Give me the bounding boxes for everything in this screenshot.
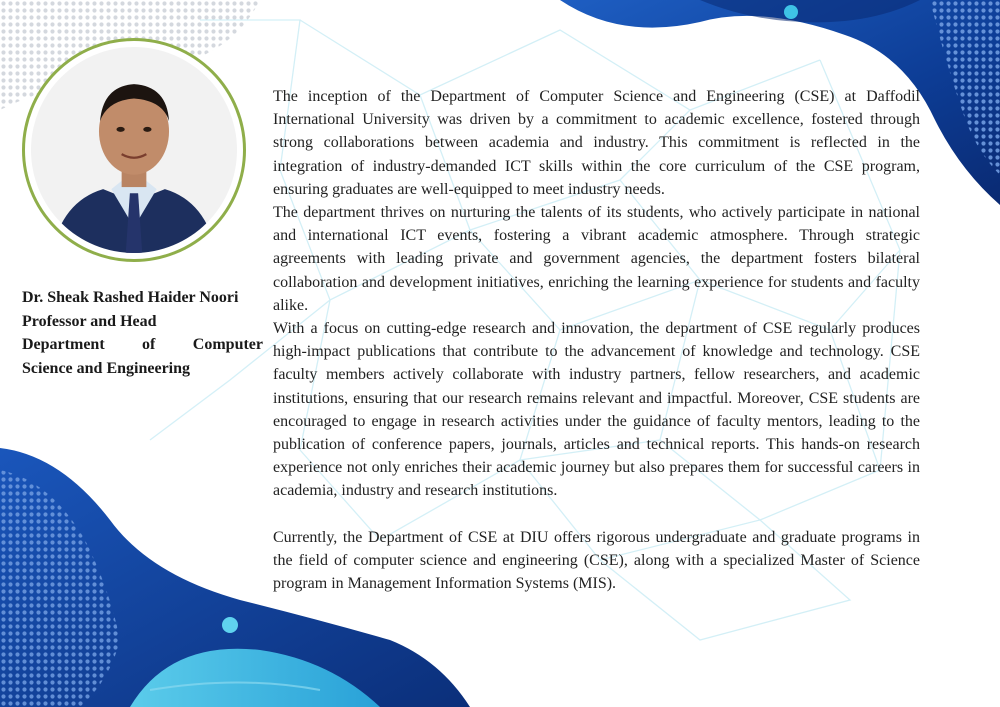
cyan-dot-top: [784, 5, 798, 19]
profile-title: Professor and Head: [22, 312, 157, 330]
message-body: [273, 85, 920, 595]
cyan-dot-bottom: [222, 617, 238, 633]
profile-department-line2: Science and Engineering: [22, 359, 191, 377]
profile-photo-frame: [22, 38, 246, 262]
paragraph-research: With a focus on cutting-edge research and innovation, the department of CSE regularly produces high-impact publications that contribute to the advancement of knowledge and technology. CSE faculty members actively collaborate with industry partners, fellow researchers, and academic institutions, ensuring that our research remains relevant and impactful. Moreover, CSE students are encouraged to engage in research activities under the guidance of faculty mentors, leading to the publication of conference papers, journals, articles and technical reports. This hands-on research experience not only enriches their academic journey but also prepares them for successful careers in academia, industry and research institutions.: [273, 320, 920, 500]
profile-info: [22, 286, 263, 380]
paragraph-inception: The inception of the Department of Computer Science and Engineering (CSE) at Daffodil International University was driven by a commitment to academic excellence, fostered through strong collaborations between academia and industry. This commitment is reflected in the integration of industry-demanded ICT skills within the core curriculum of the CSE program, ensuring graduates are well-equipped to meet industry needs.: [273, 88, 920, 198]
profile-name: Dr. Sheak Rashed Haider Noori: [22, 289, 239, 306]
paragraph-programs: Currently, the Department of CSE at DIU offers rigorous undergraduate and graduate programs in the field of computer science and engineering (CSE), along with a specialized Master of Science program in Management Information Systems (MIS).: [273, 528, 920, 593]
profile-department-line1: Department of Computer: [22, 336, 263, 353]
profile-photo: [31, 47, 237, 253]
paragraph-talents: The department thrives on nurturing the talents of its students, who actively participate in national and international ICT events, fostering a vibrant academic atmosphere. Through strategic agreements with leading private and government agencies, the department fosters bilateral collaboration and development initiatives, enriching the learning experience for students and faculty alike.: [273, 204, 920, 314]
